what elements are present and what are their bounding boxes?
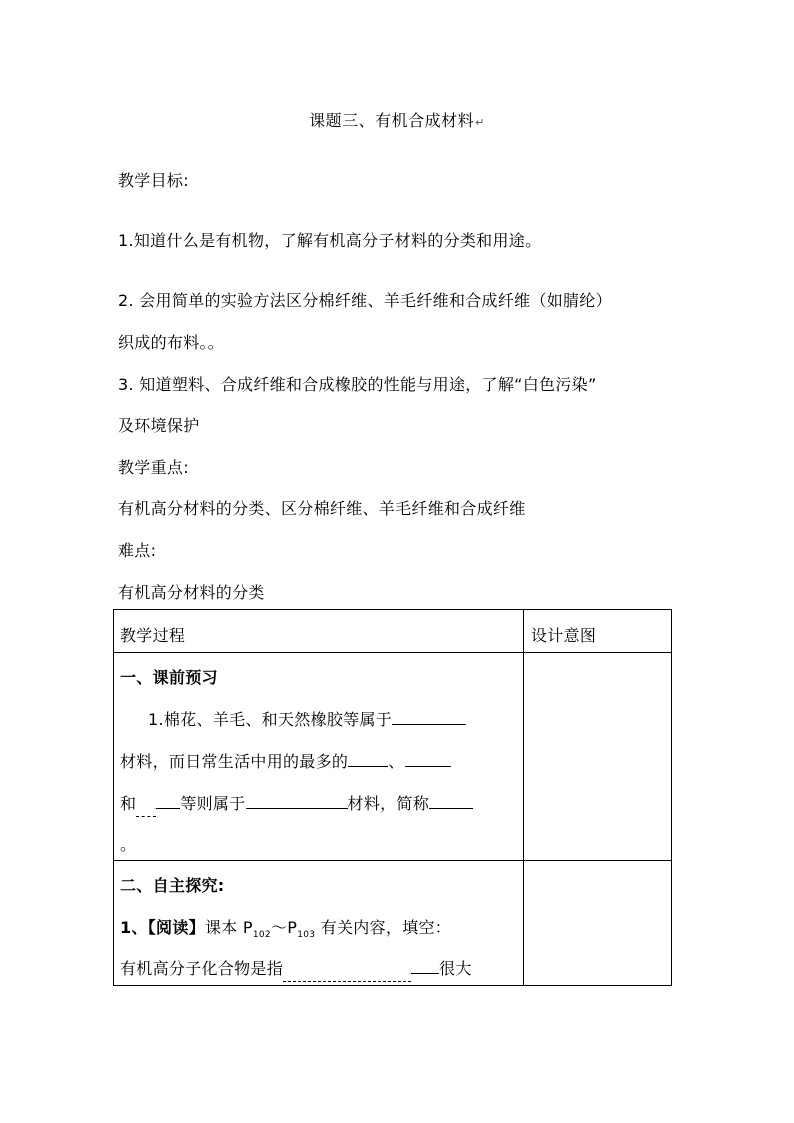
row-divider	[114, 860, 671, 861]
fill-blank	[392, 710, 466, 725]
key-points-heading: 教学重点:	[118, 458, 189, 477]
fill-blank	[156, 794, 180, 809]
difficulty-heading: 难点:	[118, 541, 157, 560]
objectives-heading: 教学目标:	[118, 171, 189, 190]
difficulty-text: 有机高分材料的分类	[118, 583, 265, 602]
lesson-table	[113, 609, 672, 986]
document-title	[0, 108, 794, 131]
preview-line-4: 。	[120, 835, 137, 854]
paragraph-mark-icon: ↵	[475, 116, 485, 129]
objective-item-3-line-1: 3. 知道塑料、合成纤维和合成橡胶的性能与用途，了解“白色污染”	[118, 375, 597, 394]
preview-line-3: 和 . 等则属于 材料，简称	[120, 791, 473, 817]
explore-line-2: 有机高分子化合物是指 . 很大	[120, 956, 472, 982]
preview-line-1: 1.棉花、羊毛、和天然橡胶等属于	[148, 707, 466, 730]
key-points-text: 有机高分材料的分类、区分棉纤维、羊毛纤维和合成纤维	[118, 499, 526, 518]
fill-blank	[246, 794, 348, 809]
title-text: 课题三、有机合成材料	[309, 111, 475, 130]
objective-item-2-line-2: 织成的布料。。	[118, 333, 225, 352]
objective-item-2-line-1: 2. 会用简单的实验方法区分棉纤维、羊毛纤维和合成纤维（如腈纶）	[118, 291, 612, 310]
section-explore-heading: 二、自主探究:	[120, 876, 225, 895]
fill-blank	[348, 752, 388, 767]
header-teaching-process: 教学过程	[120, 626, 186, 645]
header-design-intent: 设计意图	[531, 626, 597, 645]
objective-item-1: 1.知道什么是有机物，了解有机高分子材料的分类和用途。	[118, 231, 542, 250]
fill-blank	[429, 794, 473, 809]
fill-blank: .	[283, 967, 411, 982]
preview-line-2: 材料，而日常生活中用的最多的 、	[120, 749, 451, 772]
fill-blank	[405, 752, 451, 767]
explore-line-1: 1、【阅读】课本 $P_{102}\sim P_{103}$ 有关内容，填空：	[120, 918, 452, 941]
objective-item-3-line-2: 及环境保护	[118, 416, 200, 435]
section-preview-heading: 一、课前预习	[120, 668, 218, 687]
fill-blank: .	[136, 802, 156, 817]
header-divider	[114, 652, 671, 653]
column-divider	[523, 610, 524, 985]
fill-blank	[411, 959, 439, 974]
